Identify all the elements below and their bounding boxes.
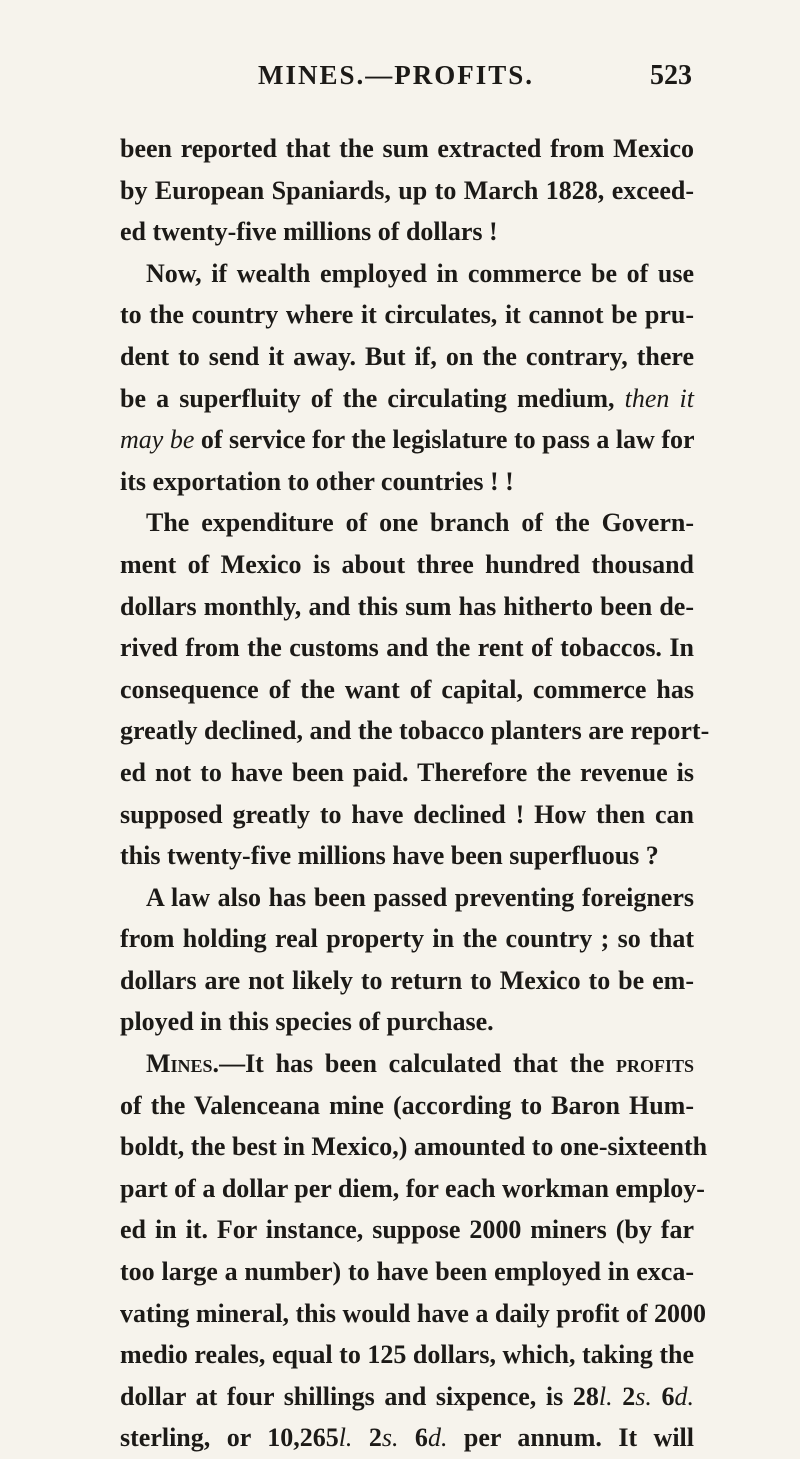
text-span: —It has been calculated that the xyxy=(219,1049,605,1079)
text-span: sterling, or 10,265 xyxy=(120,1423,339,1453)
text-span: per annum. It will xyxy=(447,1423,694,1453)
text-line: too large a number) to have been employed in exca- xyxy=(120,1257,694,1287)
text-span: 6 xyxy=(398,1423,428,1453)
text-line: been reported that the sum extracted from Mexico xyxy=(120,134,694,163)
text-line: dent to send it away. But if, on the contrary, there xyxy=(120,341,694,371)
italic-text: s. xyxy=(381,1423,399,1453)
text-line: Now, if wealth employed in commerce be of use xyxy=(146,258,694,288)
text-line: from holding real property in the country ; so that xyxy=(120,924,694,954)
text-line: dollars monthly, and this sum has hitherto been de- xyxy=(120,591,694,621)
text-span: be a superfluity of the circulating medium, xyxy=(120,383,615,413)
text-line: to the country where it circulates, it cannot be pru- xyxy=(120,300,694,330)
small-caps-text: profits xyxy=(615,1049,694,1079)
text-line: The expenditure of one branch of the Govern- xyxy=(146,508,694,538)
body-text xyxy=(120,128,710,1459)
text-span: dollar at four shillings and sixpence, is 28 xyxy=(120,1381,599,1411)
text-line: ed twenty-five millions of dollars ! xyxy=(120,217,498,247)
text-line: greatly declined, and the tobacco planters are report- xyxy=(120,716,710,746)
text-line xyxy=(120,378,694,420)
text-line: this twenty-five millions have been superfluous ? xyxy=(120,841,659,871)
text-line: dollars are not likely to return to Mexico to be em- xyxy=(120,965,694,995)
text-line: vating mineral, this would have a daily profit of 2000 xyxy=(120,1298,707,1328)
text-line: its exportation to other countries ! ! xyxy=(120,466,514,496)
text-line xyxy=(120,1417,694,1459)
section-heading: Mines. xyxy=(146,1049,220,1079)
page-number: 523 xyxy=(650,60,692,91)
text-line xyxy=(120,1043,694,1085)
italic-text: then it xyxy=(624,383,695,413)
italic-text: may be xyxy=(120,425,195,455)
italic-text: d. xyxy=(427,1423,448,1453)
text-line: part of a dollar per diem, for each workman employ- xyxy=(120,1173,705,1203)
text-line: boldt, the best in Mexico,) amounted to one-sixteenth xyxy=(120,1132,708,1162)
text-line: ed not to have been paid. Therefore the revenue is xyxy=(120,757,694,787)
running-head: MINES.—PROFITS. xyxy=(258,60,535,90)
text-span: 2 xyxy=(612,1381,636,1411)
text-line: ment of Mexico is about three hundred thousand xyxy=(120,549,694,579)
text-line: ployed in this species of purchase. xyxy=(120,1007,494,1037)
italic-text: s. xyxy=(635,1381,652,1411)
text-line: of the Valenceana mine (according to Baron Hum- xyxy=(120,1090,694,1120)
text-line xyxy=(120,419,694,461)
text-line: medio reales, equal to 125 dollars, which, taking the xyxy=(120,1340,694,1370)
page-header xyxy=(118,60,692,100)
italic-text: l. xyxy=(598,1381,613,1411)
text-line: by European Spaniards, up to March 1828, exceed- xyxy=(120,175,694,205)
text-line: consequence of the want of capital, commerce has xyxy=(120,674,694,704)
italic-text: d. xyxy=(674,1381,694,1411)
text-line: ed in it. For instance, suppose 2000 miners (by far xyxy=(120,1215,694,1245)
text-line: A law also has been passed preventing foreigners xyxy=(146,882,694,912)
text-line xyxy=(120,1376,694,1418)
text-line: supposed greatly to have declined ! How then can xyxy=(120,799,694,829)
text-span: 2 xyxy=(352,1423,382,1453)
text-span: 6 xyxy=(651,1381,675,1411)
text-span: of service for the legislature to pass a law for xyxy=(200,425,695,455)
text-line: rived from the customs and the rent of tobaccos. In xyxy=(120,633,694,663)
italic-text: l. xyxy=(338,1423,353,1453)
